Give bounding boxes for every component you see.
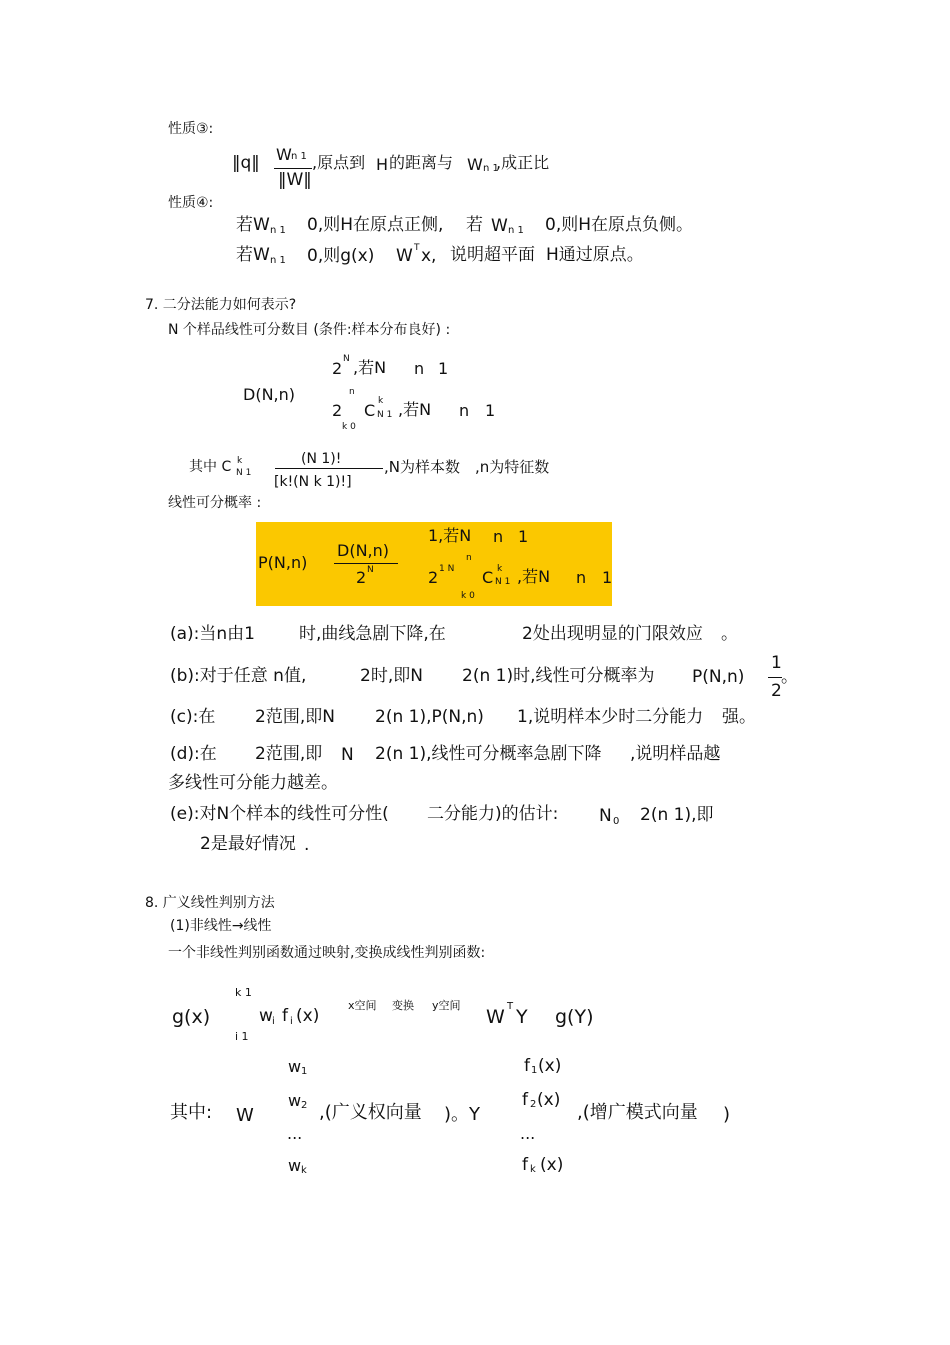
vec-f1: f: [524, 1056, 530, 1076]
item-e-5: 2是最好情况: [200, 834, 296, 854]
p4-l1e: 0,则H在原点负侧。: [545, 215, 694, 235]
case2-n: n: [459, 401, 470, 420]
gx-sum-top: k 1: [235, 986, 252, 999]
p4-l2b: 0,则g(x): [307, 246, 375, 266]
norm-q: ‖q‖: [232, 153, 260, 173]
item-c-5: 强。: [722, 707, 756, 727]
vec-f2x: (x): [537, 1090, 561, 1110]
vec-wk-sub: k: [301, 1165, 307, 1176]
prob-r2-cond: ,若N: [517, 567, 551, 586]
prob-r1-1: 1: [518, 527, 529, 546]
prob-r1-cond: 1,若N: [428, 526, 472, 545]
item-e-3: N: [599, 806, 612, 826]
p4-l2c: W: [396, 246, 413, 266]
p4-l2d: x,: [421, 246, 437, 266]
p4-l2f: H通过原点。: [546, 245, 644, 265]
item-b-3: 2(n 1)时,线性可分概率为: [462, 666, 655, 686]
gx-w: w: [259, 1006, 273, 1026]
item-d-3: N: [341, 745, 354, 765]
gY: g(Y): [555, 1006, 594, 1028]
WTY-W: W: [486, 1006, 505, 1028]
vec-Y-label: )。Y: [444, 1104, 481, 1125]
section-7-title: 7. 二分法能力如何表示?: [145, 297, 297, 313]
gx-f-sub: i: [290, 1016, 293, 1027]
gx-sum-bottom: i 1: [235, 1030, 249, 1043]
case2-Csub: N 1: [377, 410, 393, 420]
property-4-label: 性质④:: [168, 195, 214, 211]
item-a-3: 2处出现明显的门限效应: [522, 624, 703, 644]
gx-w-sub: i: [272, 1016, 275, 1027]
p4-l1c: 若: [466, 215, 483, 235]
p3-W: W: [467, 155, 483, 174]
section-7-intro: N 个样品线性可分数目 (条件:样本分布良好) :: [168, 322, 451, 338]
arrow-label-x: x空间: [348, 999, 377, 1012]
prob-r1-n: n: [493, 527, 504, 546]
where-N: ,N为样本数: [384, 458, 460, 476]
vec-Y-desc: ,(增广模式向量: [577, 1102, 698, 1123]
p4-l1d: W: [491, 216, 508, 236]
prob-r2-Csup: k: [497, 564, 503, 574]
p3-text2: 的距离与: [389, 153, 454, 172]
frac-numerator-sub: n 1: [291, 151, 307, 162]
prob-frac-bar: [334, 563, 398, 564]
prob-lhs: P(N,n): [258, 553, 308, 572]
p3-H: H: [376, 155, 389, 174]
vec-W-desc: ,(广义权向量: [319, 1102, 422, 1123]
p3-text1: ,原点到: [312, 153, 366, 172]
p4-l1b: 0,则H在原点正侧,: [307, 215, 444, 235]
case1-2: 2: [332, 359, 343, 378]
vec-fk: f: [522, 1155, 528, 1175]
where-label: 其中:: [170, 1102, 213, 1123]
gx-f: f: [282, 1006, 288, 1026]
frac-numerator: W: [276, 145, 292, 164]
p4-l1sub2: n 1: [508, 225, 524, 236]
case1-n: n: [414, 359, 425, 378]
p3-text3: ,成正比: [496, 153, 550, 172]
prob-label: 线性可分概率 :: [168, 495, 262, 511]
item-e-1: (e):对N个样本的线性可分性(: [170, 804, 389, 824]
vec-wk: w: [288, 1156, 302, 1175]
vec-wdots: ...: [287, 1124, 303, 1143]
item-d-6: 多线性可分能力越差。: [168, 773, 338, 793]
case2-2: 2: [332, 401, 343, 420]
vec-f2-sub: 2: [530, 1099, 537, 1110]
gx-lhs: g(x): [172, 1006, 211, 1028]
prob-r2-sup: 1 N: [439, 564, 455, 574]
WTY-Y: Y: [516, 1006, 528, 1028]
property-3-label: 性质③:: [168, 121, 214, 137]
vec-f1-sub: 1: [531, 1065, 538, 1076]
p4-l2sup: T: [414, 243, 420, 253]
prob-frac-den-sup: N: [367, 565, 374, 575]
item-b-1: (b):对于任意 n值,: [170, 666, 307, 686]
item-b-4: P(N,n): [692, 667, 745, 687]
case1-sup: N: [343, 354, 350, 364]
comb-denominator: [k!(N k 1)!]: [274, 474, 352, 490]
gx-fx: (x): [296, 1006, 320, 1026]
vec-fdots: ...: [520, 1124, 536, 1143]
item-b-end: 。: [781, 667, 798, 687]
item-e-2: 二分能力)的估计:: [427, 804, 559, 824]
p4-l2sub: n 1: [270, 255, 286, 266]
vec-w1-sub: 1: [301, 1066, 308, 1077]
item-b-frac-num: 1: [771, 653, 782, 673]
item-d-5: ,说明样品越: [630, 744, 721, 764]
where-n: ,n为特征数: [475, 458, 550, 476]
item-a-2: 时,曲线急剧下降,在: [299, 624, 446, 644]
arrow-label-transform: 变换: [392, 999, 414, 1012]
vec-w2: w: [288, 1091, 302, 1110]
vec-f1x: (x): [538, 1056, 562, 1076]
item-d-2: 2范围,即: [255, 744, 323, 764]
where-sup: k: [237, 456, 243, 466]
prob-frac-den: 2: [356, 568, 367, 587]
case1-1: 1: [438, 359, 449, 378]
case2-1: 1: [485, 401, 496, 420]
p4-l1sub: n 1: [270, 225, 286, 236]
item-b-frac-bar: [768, 677, 782, 678]
vec-fkx: (x): [540, 1155, 564, 1175]
item-e-6: .: [304, 835, 310, 855]
section-8-title: 8. 广义线性判别方法: [145, 895, 275, 911]
p3-W-sub: n 1: [483, 163, 499, 174]
frac-denominator: ‖W‖: [278, 170, 312, 190]
prob-r2-2: 2: [428, 568, 439, 587]
sum-top: n: [349, 387, 355, 397]
prob-frac-num: D(N,n): [337, 541, 389, 560]
item-e-4: 2(n 1),即: [640, 805, 714, 825]
item-d-1: (d):在: [170, 744, 217, 764]
prob-sum-top: n: [466, 553, 472, 563]
prob-r2-n: n: [576, 568, 587, 587]
item-c-4: 1,说明样本少时二分能力: [517, 707, 704, 727]
sum-bottom: k 0: [342, 422, 356, 432]
case2-cond: ,若N: [398, 400, 432, 419]
vec-f2: f: [522, 1090, 528, 1110]
item-a-1: (a):当n由1: [170, 624, 255, 644]
prob-r2-C: C: [482, 568, 494, 587]
WTY-sup: T: [507, 1001, 514, 1012]
item-a-4: 。: [721, 624, 738, 644]
item-d-4: 2(n 1),线性可分概率急剧下降: [375, 744, 602, 764]
comb-numerator: (N 1)!: [301, 451, 342, 467]
comb-fraction-bar: [275, 468, 383, 469]
case1-cond: ,若N: [353, 358, 387, 377]
item-c-3: 2(n 1),P(N,n): [375, 707, 484, 727]
p4-l1a: 若W: [236, 215, 270, 235]
case2-Csup: k: [378, 396, 384, 406]
where-text: 其中 C: [189, 459, 232, 475]
prob-r2-Csub: N 1: [495, 577, 511, 587]
prob-r2-1: 1: [602, 568, 613, 587]
item-b-2: 2时,即N: [360, 666, 423, 686]
item-e-3-sub: 0: [613, 816, 620, 827]
arrow-label-y: y空间: [432, 999, 461, 1012]
section-8-intro: 一个非线性判别函数通过映射,变换成线性判别函数:: [168, 945, 486, 961]
section-8-sub: (1)非线性→线性: [170, 918, 272, 934]
prob-sum-bottom: k 0: [461, 591, 475, 601]
vec-fk-sub: k: [530, 1164, 536, 1175]
p4-l2e: 说明超平面: [450, 245, 535, 265]
fraction-bar: [274, 168, 312, 169]
vec-w2-sub: 2: [301, 1100, 308, 1111]
case2-C: C: [364, 401, 376, 420]
vec-Y-desc-end: ): [723, 1104, 731, 1125]
vec-W-label: W: [236, 1105, 254, 1126]
item-c-2: 2范围,即N: [255, 707, 335, 727]
item-c-1: (c):在: [170, 707, 216, 727]
p4-l2a: 若W: [236, 245, 270, 265]
item-b-frac-den: 2: [771, 681, 782, 701]
D-lhs: D(N,n): [243, 385, 295, 404]
where-sub: N 1: [236, 468, 252, 478]
vec-w1: w: [288, 1057, 302, 1076]
